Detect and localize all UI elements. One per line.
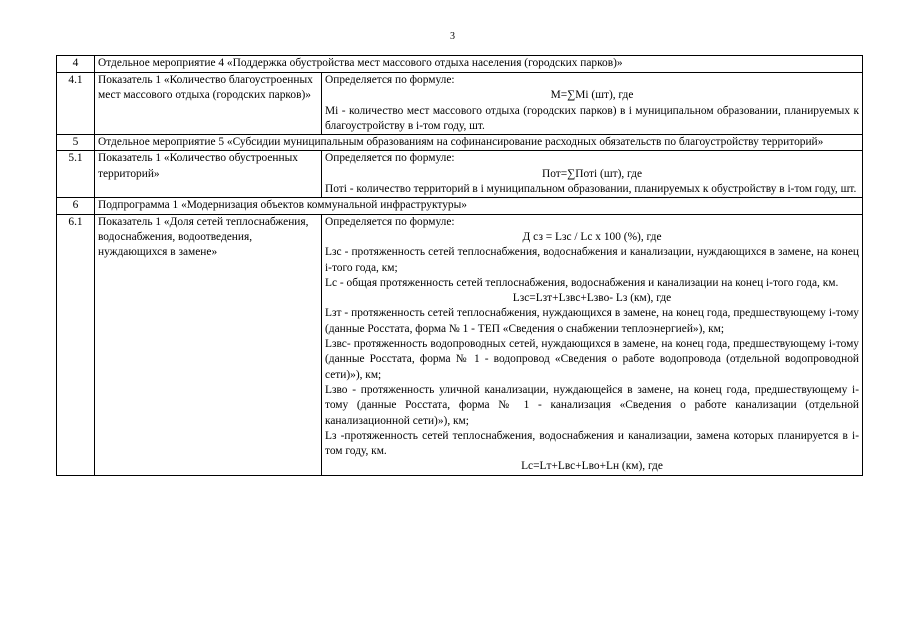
section-title: Подпрограмма 1 «Модернизация объектов коммунальной инфраструктуры»: [95, 198, 863, 214]
formula-description: Lс - общая протяженность сетей теплоснабжения, водоснабжения и канализации на конец i-того года, км.: [325, 276, 839, 289]
section-title: Отдельное мероприятие 4 «Поддержка обустройства мест массового отдыха населения (городских парков)»: [95, 56, 863, 73]
row-number: 6: [57, 198, 95, 214]
indicator-cell: [95, 214, 322, 475]
method-cell: [322, 73, 863, 135]
formula: M=∑Mi (шт), где: [550, 89, 634, 102]
formula-description: Поті - количество территорий в i муниципальном образовании, планируемых к обустройству в i-том году, шт.: [325, 183, 857, 196]
formula: Пот=∑Поті (шт), где: [541, 167, 643, 180]
table-row: [57, 198, 863, 214]
formula-description: Lзвс- протяженность водопроводных сетей, нуждающихся в замене, на конец года, предшествующему i-тому (данные Росстата, форма № 1 - водопровод «Сведения о работе водопровода (отдельной водопроводной сети)»), км;: [325, 338, 859, 381]
formula-description: Lзс - протяженность сетей теплоснабжения, водоснабжения и канализации, нуждающихся в замене, на конец i-того года, км;: [325, 246, 859, 274]
formula-description: Lзво - протяженность уличной канализации, нуждающейся в замене, на конец года, предшествующему i-тому (данные Росстата, форма № 1 - канализация «Сведения о работе канализации (отдельной канализационной сети)»), км;: [325, 383, 859, 427]
indicator-name: Показатель 1 «Количество благоустроенных мест массового отдыха (городских парков)»: [98, 74, 313, 102]
section-title: Отдельное мероприятие 5 «Субсидии муниципальным образованиям на софинансирование расходных обязательств по благоустройству территорий»: [95, 135, 863, 151]
method-cell: [322, 214, 863, 475]
indicator-name: Показатель 1 «Доля сетей теплоснабжения, водоснабжения, водоотведения, нуждающихся в замене»: [98, 215, 309, 259]
method-cell: [322, 151, 863, 198]
formula: Lс=Lт+Lвс+Lво+Lн (км), где: [521, 460, 663, 473]
method-intro: Определяется по формуле:: [325, 215, 455, 228]
row-number: 6.1: [57, 214, 95, 475]
table-row: [57, 56, 863, 73]
indicator-cell: [95, 73, 322, 135]
table-row: [57, 135, 863, 151]
row-number: 4: [57, 56, 95, 73]
table-row: [57, 214, 863, 475]
row-number: 5.1: [57, 151, 95, 198]
method-intro: Определяется по формуле:: [325, 152, 455, 165]
indicator-cell: [95, 151, 322, 198]
formula: Lзс=Lзт+Lзвс+Lзво- Lз (км), где: [512, 292, 672, 305]
formula-description: Lз -протяженность сетей теплоснабжения, водоснабжения и канализации, замена которых планируется в i-том году, км.: [325, 429, 859, 458]
row-number: 4.1: [57, 73, 95, 135]
table-row: [57, 73, 863, 135]
page-number: 3: [450, 31, 455, 42]
formula-description: Lзт - протяженность сетей теплоснабжения, нуждающихся в замене, на конец года, предшествующему i-тому (данные Росстата, форма № 1 - ТЕП «Сведения о снабжении теплоэнергией»), км;: [325, 307, 859, 335]
method-intro: Определяется по формуле:: [325, 74, 455, 86]
indicators-table: [56, 55, 863, 476]
formula: Д сз = Lзс / Lc х 100 (%), где: [522, 230, 662, 243]
row-number: 5: [57, 135, 95, 151]
formula-description: Mi - количество мест массового отдыха (городских парков) в i муниципальном образовании, планируемых к благоустройству в i-том году, шт.: [325, 104, 859, 132]
indicator-name: Показатель 1 «Количество обустроенных территорий»: [98, 152, 298, 180]
table-row: [57, 151, 863, 198]
